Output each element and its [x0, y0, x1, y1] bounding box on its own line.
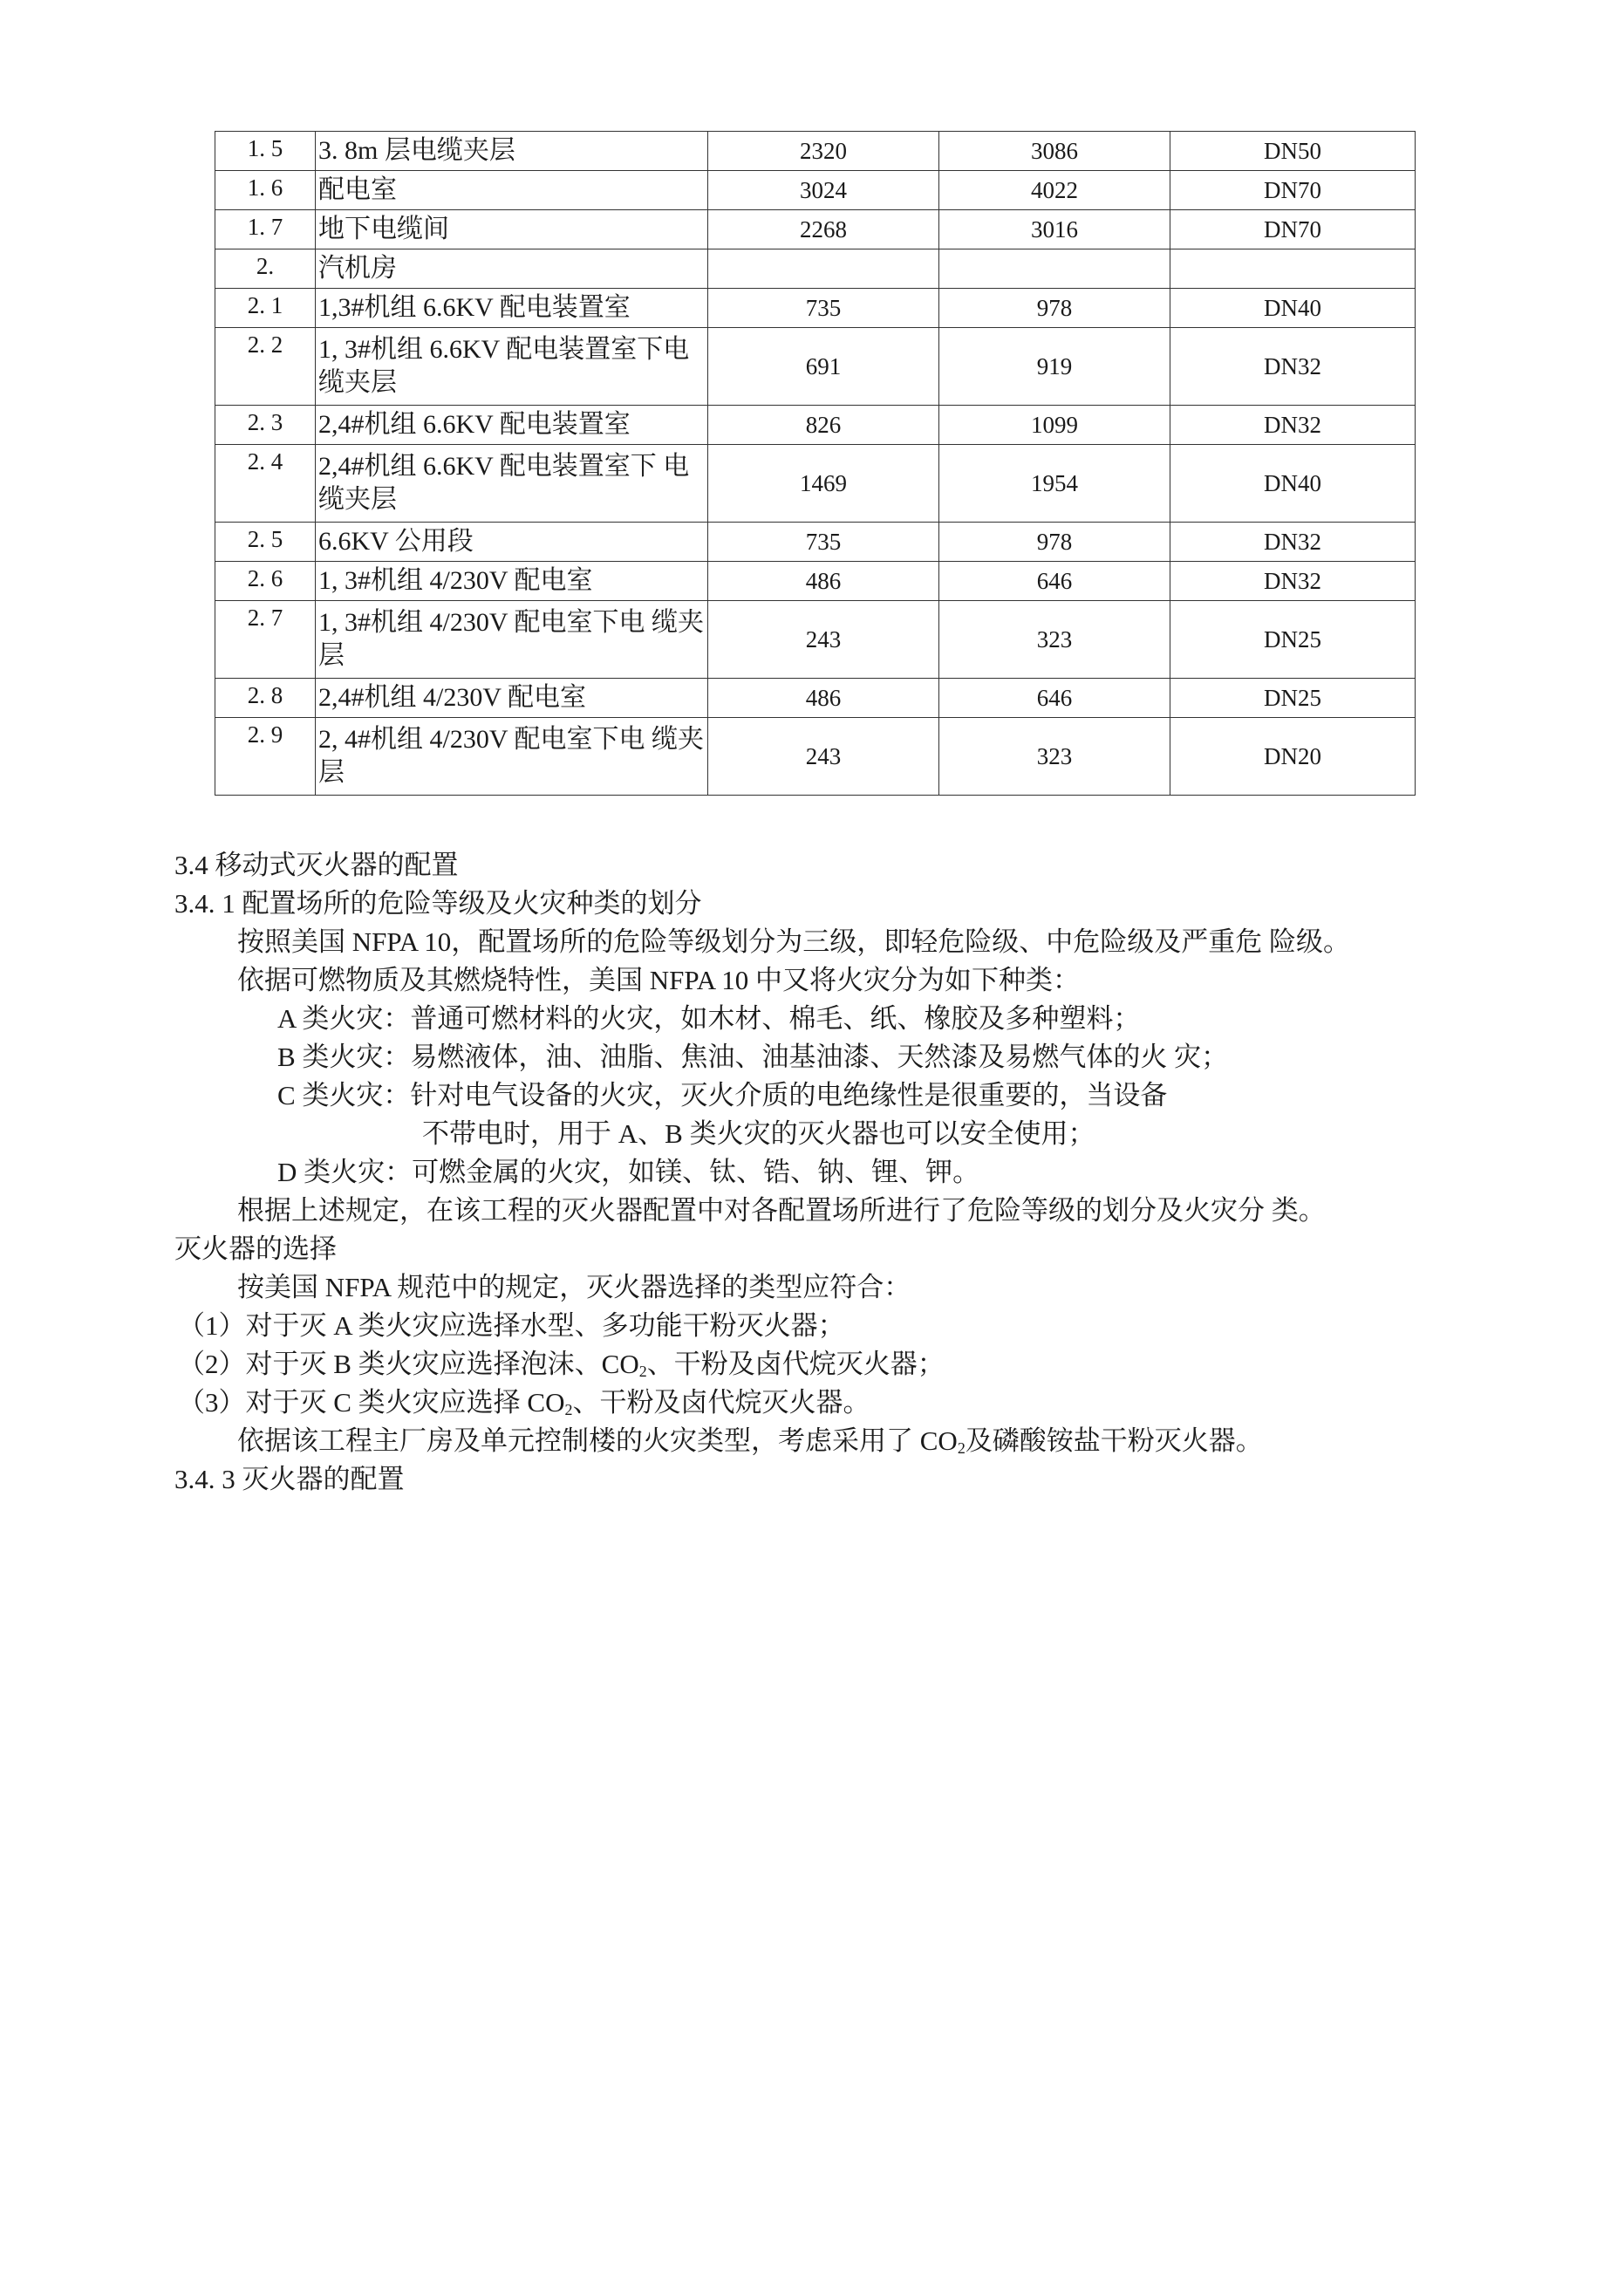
location-name-cell: 汽机房 — [316, 249, 708, 289]
section-heading-3-4-1: 3.4. 1 配置场所的危险等级及火灾种类的划分 — [174, 888, 702, 919]
table-row — [215, 718, 1416, 796]
location-name-cell: 2,4#机组 4/230V 配电室 — [316, 679, 708, 718]
value-1-cell — [708, 249, 939, 289]
value-2-cell: 4022 — [939, 171, 1170, 210]
pipe-size-cell: DN25 — [1170, 601, 1416, 679]
value-2-cell: 1954 — [939, 445, 1170, 523]
table-row — [215, 210, 1416, 249]
value-2-cell: 1099 — [939, 406, 1170, 445]
value-2-cell: 646 — [939, 562, 1170, 601]
location-name-cell: 1, 3#机组 4/230V 配电室 — [316, 562, 708, 601]
paragraph-hazard-levels: 按照美国 NFPA 10，配置场所的危险等级划分为三级，即轻危险级、中危险级及严重危 险级。 — [237, 926, 1350, 957]
paragraph-classification-result: 根据上述规定，在该工程的灭火器配置中对各配置场所进行了危险等级的划分及火灾分 类。 — [237, 1195, 1326, 1226]
value-2-cell: 323 — [939, 601, 1170, 679]
value-1-cell: 691 — [708, 328, 939, 406]
table-row — [215, 289, 1416, 328]
row-number-cell: 2. — [215, 249, 316, 289]
location-name-cell: 6.6KV 公用段 — [316, 523, 708, 562]
table-row — [215, 679, 1416, 718]
pipe-size-cell: DN25 — [1170, 679, 1416, 718]
row-number-cell: 2. 1 — [215, 289, 316, 328]
location-name-cell: 2,4#机组 6.6KV 配电装置室下 电缆夹层 — [316, 445, 708, 523]
location-name-cell: 1, 3#机组 4/230V 配电室下电 缆夹层 — [316, 601, 708, 679]
paragraph-nfpa-selection: 按美国 NFPA 规范中的规定，灭火器选择的类型应符合： — [237, 1272, 911, 1302]
table-row — [215, 132, 1416, 171]
selection-item-2: （2）对于灭 B 类火灾应选择泡沫、$CO_2$、干粉及卤代烷灭火器； — [178, 1349, 945, 1380]
row-number-cell: 1. 7 — [215, 210, 316, 249]
value-2-cell: 978 — [939, 523, 1170, 562]
pipe-size-cell: DN20 — [1170, 718, 1416, 796]
location-name-cell: 配电室 — [316, 171, 708, 210]
fire-class-c: C 类火灾：针对电气设备的火灾，灭火介质的电绝缘性是很重要的，当设备 — [277, 1080, 1168, 1110]
value-1-cell: 243 — [708, 601, 939, 679]
fire-class-d: D 类火灾：可燃金属的火灾，如镁、钛、锆、钠、锂、钾。 — [277, 1157, 980, 1187]
value-1-cell: 243 — [708, 718, 939, 796]
table-row — [215, 328, 1416, 406]
section-heading-selection: 灭火器的选择 — [174, 1233, 337, 1264]
table-row — [215, 445, 1416, 523]
location-name-cell: 地下电缆间 — [316, 210, 708, 249]
value-1-cell: 735 — [708, 523, 939, 562]
row-number-cell: 1. 6 — [215, 171, 316, 210]
value-1-cell: 2268 — [708, 210, 939, 249]
location-name-cell: 1, 3#机组 6.6KV 配电装置室下电缆夹层 — [316, 328, 708, 406]
pipe-size-cell: DN32 — [1170, 523, 1416, 562]
paragraph-fire-classes-intro: 依据可燃物质及其燃烧特性，美国 NFPA 10 中又将火灾分为如下种类： — [237, 965, 1080, 995]
value-2-cell: 978 — [939, 289, 1170, 328]
pipe-size-cell: DN70 — [1170, 210, 1416, 249]
row-number-cell: 2. 7 — [215, 601, 316, 679]
value-2-cell: 3016 — [939, 210, 1170, 249]
value-2-cell: 919 — [939, 328, 1170, 406]
pipe-size-cell: DN32 — [1170, 328, 1416, 406]
fire-class-b: B 类火灾：易燃液体，油、油脂、焦油、油基油漆、天然漆及易燃气体的火 灾； — [277, 1042, 1229, 1072]
value-2-cell: 646 — [939, 679, 1170, 718]
row-number-cell: 2. 3 — [215, 406, 316, 445]
fire-class-c-continued: 不带电时，用于 A、B 类火灾的灭火器也可以安全使用； — [422, 1118, 1095, 1149]
value-1-cell: 2320 — [708, 132, 939, 171]
location-name-cell: 3. 8m 层电缆夹层 — [316, 132, 708, 171]
table-row — [215, 601, 1416, 679]
section-heading-3-4-3: 3.4. 3 灭火器的配置 — [174, 1464, 405, 1494]
table-row — [215, 249, 1416, 289]
selection-item-1: （1）对于灭 A 类火灾应选择水型、多功能干粉灭火器； — [178, 1310, 845, 1341]
value-1-cell: 826 — [708, 406, 939, 445]
value-2-cell: 3086 — [939, 132, 1170, 171]
value-1-cell: 486 — [708, 562, 939, 601]
paragraph-adopted-extinguishers: 依据该工程主厂房及单元控制楼的火灾类型，考虑采用了 $CO_2$及磷酸铵盐干粉灭火器。 — [237, 1425, 1263, 1457]
fire-class-a: A 类火灾：普通可燃材料的火灾，如木材、棉毛、纸、橡胶及多种塑料； — [277, 1003, 1141, 1034]
table-row — [215, 562, 1416, 601]
pipe-size-cell: DN32 — [1170, 406, 1416, 445]
row-number-cell: 2. 6 — [215, 562, 316, 601]
row-number-cell: 2. 8 — [215, 679, 316, 718]
pipe-size-cell — [1170, 249, 1416, 289]
section-heading-3-4: 3.4 移动式灭火器的配置 — [174, 850, 459, 880]
table-row — [215, 523, 1416, 562]
location-name-cell: 1,3#机组 6.6KV 配电装置室 — [316, 289, 708, 328]
row-number-cell: 2. 9 — [215, 718, 316, 796]
location-name-cell: 2,4#机组 6.6KV 配电装置室 — [316, 406, 708, 445]
pipe-size-table — [215, 131, 1416, 796]
row-number-cell: 2. 5 — [215, 523, 316, 562]
value-1-cell: 486 — [708, 679, 939, 718]
value-2-cell — [939, 249, 1170, 289]
pipe-size-cell: DN32 — [1170, 562, 1416, 601]
row-number-cell: 1. 5 — [215, 132, 316, 171]
table-row — [215, 171, 1416, 210]
pipe-size-cell: DN70 — [1170, 171, 1416, 210]
value-2-cell: 323 — [939, 718, 1170, 796]
selection-item-3: （3）对于灭 C 类火灾应选择 $CO_2$、干粉及卤代烷灭火器。 — [178, 1387, 870, 1418]
row-number-cell: 2. 4 — [215, 445, 316, 523]
pipe-size-cell: DN50 — [1170, 132, 1416, 171]
location-name-cell: 2, 4#机组 4/230V 配电室下电 缆夹层 — [316, 718, 708, 796]
value-1-cell: 3024 — [708, 171, 939, 210]
table-row — [215, 406, 1416, 445]
pipe-size-cell: DN40 — [1170, 445, 1416, 523]
value-1-cell: 735 — [708, 289, 939, 328]
row-number-cell: 2. 2 — [215, 328, 316, 406]
pipe-size-cell: DN40 — [1170, 289, 1416, 328]
value-1-cell: 1469 — [708, 445, 939, 523]
